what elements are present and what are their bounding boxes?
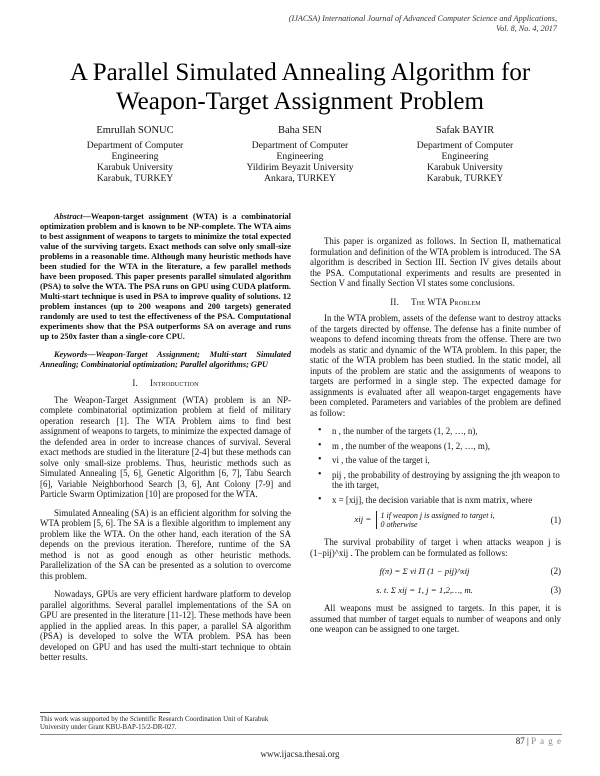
- author-inst: Yildirim Beyazit University: [246, 162, 354, 173]
- organization-paragraph: This paper is organized as follows. In Section II, mathematical formulation and definition of the WTA problem is introduced. The SA algorithm is described in Section III. Section IV gives details about the PSA. Computational experiments and results are presented in Section V and finally Section VI states some conclusions.: [310, 236, 561, 288]
- list-item: • x = [xij], the decision variable that is nxm matrix, where: [332, 495, 561, 506]
- intro-paragraph-3: Nowadays, GPUs are very efficient hardware platform to develop parallel algorithms. Several parallel implementations of the SA on GPU are presented in the literature [11-12]. These methods have been applied in the applied areas. In this paper, a parallel SA algorithm (PSA) is developed to solve the WTA problem. PSA has been developed on GPU and has used the multi-start technique to obtain better results.: [40, 589, 291, 662]
- section-number: II.: [390, 296, 399, 307]
- abstract: [40, 212, 291, 342]
- author-name: Emrullah SONUC: [96, 125, 174, 136]
- list-item: • pij , the probability of destroying by assigning the jth weapon to the ith target,: [332, 470, 561, 491]
- section-title: The WTA Problem: [411, 296, 481, 307]
- equation-number: (3): [550, 584, 561, 595]
- page-number-value: 87 |: [515, 736, 529, 746]
- author-name: Safak BAYIR: [435, 125, 495, 136]
- author-dept2: Engineering: [111, 151, 159, 162]
- parameter-list: [310, 426, 561, 505]
- journal-website: www.ijacsa.thesai.org: [260, 749, 340, 759]
- author-dept2: Engineering: [276, 151, 324, 162]
- equation-1: [310, 511, 561, 529]
- journal-header-line1: (IJACSA) International Journal of Advanced Computer Science and Applications,: [288, 14, 557, 23]
- paper-title-line2: Weapon-Target Assignment Problem: [116, 88, 484, 115]
- equation-2: [310, 566, 561, 577]
- author-block-3: [380, 125, 550, 184]
- page-number: [516, 736, 562, 746]
- footnote-divider: [40, 712, 170, 713]
- right-column: [310, 236, 561, 643]
- author-dept2: Engineering: [441, 151, 489, 162]
- author-block-2: [215, 125, 385, 184]
- list-item: • vi , the value of the target i,: [332, 455, 561, 466]
- equation-body: [310, 511, 539, 529]
- wta-paragraph: In the WTA problem, assets of the defense want to destroy attacks of the targets directed by offense. The defense has a finite number of weapons to defend incoming threats from the offense. There are two models as static and dynamic of the WTA problem. In this paper, the static of the WTA problem has been studied. In the static model, all inputs of the problem are static and the assignments of weapons to targets are performed in a single step. The expected damage for assignments is evaluated after all weapon-target engagements have been completed. Parameters and variables of the problem are defined as follow:: [310, 313, 561, 418]
- paper-title-line1: A Parallel Simulated Annealing Algorithm for: [69, 59, 531, 86]
- equation-body: s. t. Σ xij = 1, j = 1,2,…, m.: [376, 584, 473, 595]
- footnote: This work was supported by the Scientific Research Coordination Unit of Karabuk University under Grant KBU-BAP-15/2-DR-027.: [40, 716, 269, 732]
- abstract-text: Weapon-target assignment (WTA) is a combinatorial optimization problem and is known to be NP-complete. The WTA aims to best assignment of weapons to targets to minimize the total expected value of the surviving targets. Exact methods can solve only small-size problems in a reasonable time. Although many heuristic methods have been studied for the WTA in the literature, a few parallel methods have been proposed. This paper presents parallel simulated algorithm (PSA) to solve the WTA. The PSA runs on GPU using CUDA platform. Multi-start technique is used in PSA to improve quality of solutions. 12 problem instances (up to 200 weapons and 200 targets) generated randomly are used to test the effectiveness of the PSA. Computational experiments show that the PSA outperforms SA on average and runs up to 250x faster than a single-core CPU.: [40, 212, 291, 341]
- author-loc: Ankara, TURKEY: [264, 173, 336, 184]
- author-block-1: [50, 125, 220, 184]
- author-inst: Karabuk University: [97, 162, 173, 173]
- survival-paragraph: The survival probability of target i when attacks weapon j is (1−pij)^xij . The problem can be formulated as follows:: [310, 537, 561, 558]
- equation-number: (1): [550, 514, 561, 525]
- journal-header-line2: Vol. 8, No. 4, 2017: [496, 24, 557, 33]
- equation-case: 1 if weapon j is assigned to target i,: [380, 511, 495, 520]
- list-item: • n , the number of the targets (1, 2, …, n),: [332, 426, 561, 437]
- journal-header: [289, 14, 557, 34]
- equation-lhs: xij =: [354, 514, 372, 525]
- author-dept: Department of Computer: [416, 140, 514, 151]
- left-column: [40, 212, 291, 671]
- equation-3: [310, 585, 561, 596]
- paper-title: [40, 58, 560, 116]
- author-loc: Karabuk, TURKEY: [426, 173, 504, 184]
- page-divider: [40, 734, 562, 735]
- equation-case: 0 otherwise: [380, 520, 418, 529]
- list-item: • m , the number of the weapons (1, 2, …, m),: [332, 441, 561, 452]
- section-heading-intro: [40, 378, 291, 389]
- intro-paragraph-1: The Weapon-Target Assignment (WTA) problem is an NP-complete combinatorial optimization problem at field of military operation research [1]. The WTA Problem aims to find best assignment of weapons to targets, to minimize the expected damage of the defended area in order to increase chances of survival. Several exact methods are studied in the literature [2-4] but these methods can solve only small-size problems. Thus, heuristic methods such as Simulated Annealing [5, 6], Genetic Algorithm [6, 7], Tabu Search [6], Variable Neighborhood Search [3, 6], Ant Colony [7-9] and Particle Swarm Optimization [10] are proposed for the WTA.: [40, 394, 291, 499]
- author-loc: Karabuk, TURKEY: [96, 173, 174, 184]
- author-dept: Department of Computer: [251, 140, 349, 151]
- equation-cases: [376, 511, 494, 529]
- author-inst: Karabuk University: [427, 162, 503, 173]
- author-dept: Department of Computer: [86, 140, 184, 151]
- section-number: I.: [132, 378, 138, 388]
- abstract-lead: Abstract—: [54, 212, 91, 221]
- page-word: P a g e: [531, 736, 562, 746]
- keywords: Keywords—Weapon-Target Assignment; Multi-start Simulated Annealing; Combinatorial optimization; Parallel algorithms; GPU: [40, 350, 291, 369]
- author-name: Baha SEN: [277, 125, 323, 136]
- section-heading-wta: [310, 297, 561, 308]
- equation-body: f(π) = Σ vi Π (1 − pij)^xij: [379, 566, 470, 576]
- equation-number: (2): [550, 566, 561, 576]
- final-paragraph: All weapons must be assigned to targets. In this paper, it is assumed that number of target equals to number of weapons and only one weapon can be assigned to one target.: [310, 603, 561, 634]
- section-title: Introduction: [149, 378, 199, 388]
- intro-paragraph-2: Simulated Annealing (SA) is an efficient algorithm for solving the WTA problem [5, 6]. The SA is a flexible algorithm to implement any problem like the WTA. On the other hand, each iteration of the SA depends on the previous iteration. Therefore, runtime of the SA method is not as good enough as other heuristic methods. Parallelization of the SA can be presented as a solution to overcome this problem.: [40, 507, 291, 581]
